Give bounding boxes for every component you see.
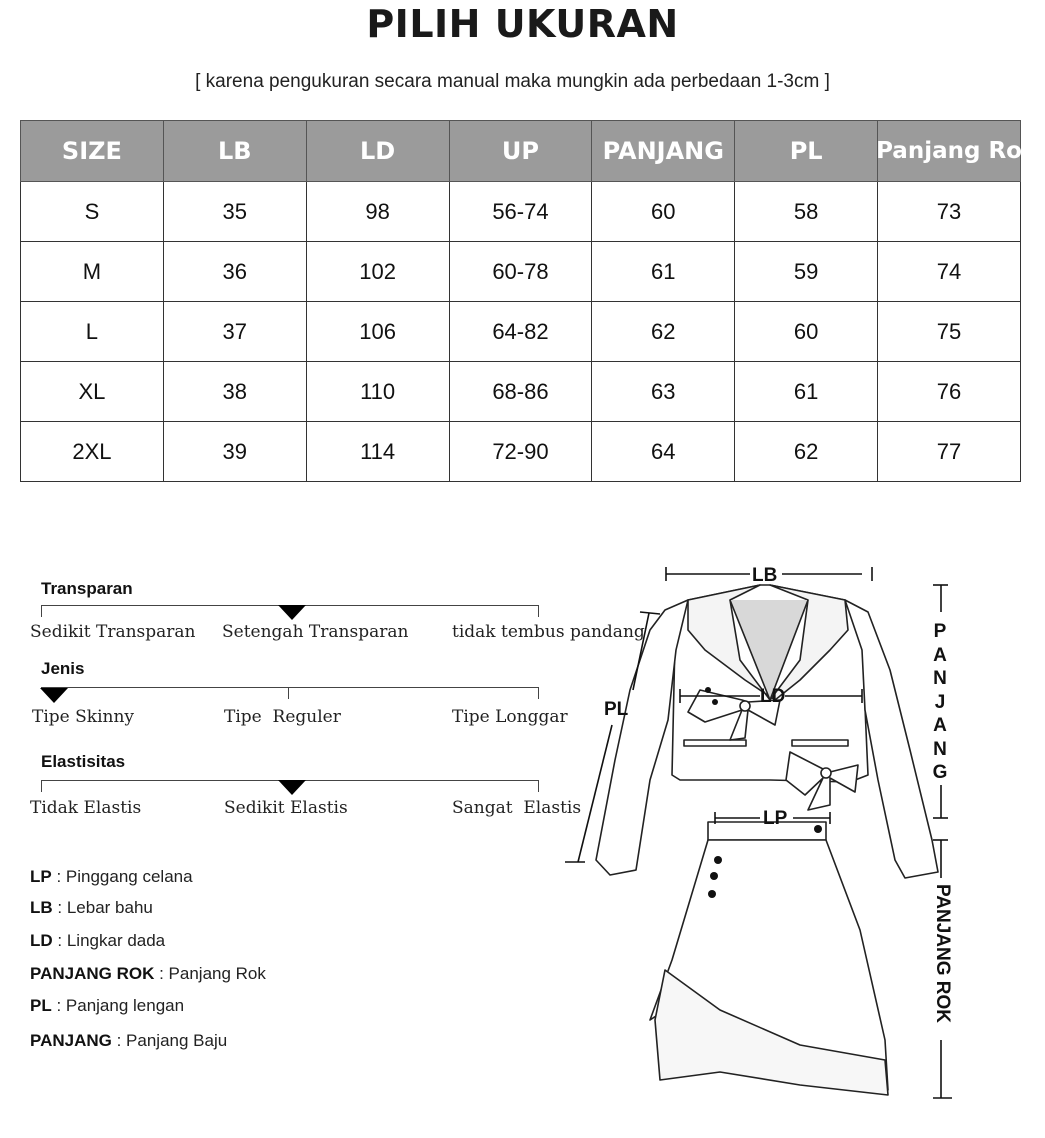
legend-key: PL <box>30 996 52 1015</box>
panjang-letter: P <box>933 621 947 642</box>
transparan-option-2: Setengah Transparan <box>222 622 409 642</box>
cell-panjang: 62 <box>592 302 735 362</box>
cell-lb: 37 <box>163 302 306 362</box>
cell-lb: 39 <box>163 422 306 482</box>
cell-up: 60-78 <box>449 242 592 302</box>
cell-ld: 114 <box>306 422 449 482</box>
cell-panjang: 63 <box>592 362 735 422</box>
header-pl: PL <box>735 121 878 182</box>
cell-ld: 98 <box>306 182 449 242</box>
jenis-option-3: Tipe Longgar <box>452 707 568 727</box>
cell-pl: 61 <box>735 362 878 422</box>
cell-pl: 60 <box>735 302 878 362</box>
jenis-option-1: Tipe Skinny <box>32 707 135 727</box>
panjang-letter: J <box>934 691 946 713</box>
legend-item: PL : Panjang lengan <box>30 996 185 1015</box>
cell-pl: 62 <box>735 422 878 482</box>
cell-size: XL <box>21 362 164 422</box>
transparan-option-1: Sedikit Transparan <box>30 622 196 642</box>
figure-label-lb: LB <box>752 565 778 586</box>
cell-ld: 106 <box>306 302 449 362</box>
cell-panjang-rok: 73 <box>878 182 1021 242</box>
cell-pl: 58 <box>735 182 878 242</box>
measurement-note: [ karena pengukuran secara manual maka mungkin ada perbedaan 1-3cm ] <box>195 71 830 92</box>
legend-desc: Pinggang celana <box>65 867 193 886</box>
cell-panjang-rok: 76 <box>878 362 1021 422</box>
figure-label-lp: LP <box>763 808 788 829</box>
cell-size: M <box>21 242 164 302</box>
figure-label-ld: LD <box>760 686 786 707</box>
cell-panjang-rok: 77 <box>878 422 1021 482</box>
legend-item: PANJANG ROK : Panjang Rok <box>30 964 266 983</box>
elastisitas-option-1: Tidak Elastis <box>30 798 142 818</box>
legend-desc: Panjang Baju <box>126 1031 228 1050</box>
legend-key: PANJANG ROK <box>30 964 155 983</box>
jenis-label: Jenis <box>41 659 85 678</box>
legend-desc: Panjang Rok <box>168 964 266 983</box>
elastisitas-option-2: Sedikit Elastis <box>224 798 348 818</box>
panjang-letter: G <box>932 762 948 783</box>
legend-item: LB : Lebar bahu <box>30 898 153 917</box>
panjang-letter: A <box>933 644 947 666</box>
legend-key: LP <box>30 867 52 886</box>
legend-item: LP : Pinggang celana <box>30 867 193 886</box>
cell-panjang: 64 <box>592 422 735 482</box>
header-panjang-rok-label: Panjang Rok <box>876 138 1038 164</box>
elastisitas-label: Elastisitas <box>41 752 126 771</box>
cell-up: 56-74 <box>449 182 592 242</box>
cell-lb: 38 <box>163 362 306 422</box>
elastisitas-option-3: Sangat Elastis <box>452 798 582 818</box>
cell-ld: 102 <box>306 242 449 302</box>
legend-desc: Panjang lengan <box>65 996 185 1015</box>
cell-size: S <box>21 182 164 242</box>
cell-ld: 110 <box>306 362 449 422</box>
figure-label-panjang-rok: PANJANG ROK <box>932 884 953 1023</box>
cell-up: 68-86 <box>449 362 592 422</box>
header-up: UP <box>449 121 592 182</box>
panjang-letter: N <box>933 738 947 760</box>
legend-key: LD <box>30 931 53 950</box>
figure-label-panjang <box>929 620 951 785</box>
header-panjang: PANJANG <box>592 121 735 182</box>
cell-lb: 35 <box>163 182 306 242</box>
legend-desc: Lingkar dada <box>66 931 166 950</box>
panjang-letter: A <box>933 715 947 736</box>
header-ld: LD <box>306 121 449 182</box>
transparan-label: Transparan <box>41 579 133 598</box>
legend-key: PANJANG <box>30 1031 112 1050</box>
legend-item: LD : Lingkar dada <box>30 931 166 950</box>
cell-up: 72-90 <box>449 422 592 482</box>
cell-lb: 36 <box>163 242 306 302</box>
cell-panjang: 60 <box>592 182 735 242</box>
figure-label-pl: PL <box>604 699 629 720</box>
cell-size: L <box>21 302 164 362</box>
legend-key: LB <box>30 898 53 917</box>
transparan-option-3: tidak tembus pandang <box>452 622 645 642</box>
legend-item: PANJANG : Panjang Baju <box>30 1031 228 1050</box>
header-lb: LB <box>163 121 306 182</box>
jenis-option-2: Tipe Reguler <box>224 707 341 727</box>
cell-panjang-rok: 74 <box>878 242 1021 302</box>
page-title: PILIH UKURAN <box>366 2 679 46</box>
cell-up: 64-82 <box>449 302 592 362</box>
legend-desc: Lebar bahu <box>66 898 153 917</box>
cell-panjang-rok: 75 <box>878 302 1021 362</box>
cell-size: 2XL <box>21 422 164 482</box>
cell-pl: 59 <box>735 242 878 302</box>
cell-panjang: 61 <box>592 242 735 302</box>
header-size: SIZE <box>21 121 164 182</box>
panjang-letter: N <box>933 668 947 689</box>
